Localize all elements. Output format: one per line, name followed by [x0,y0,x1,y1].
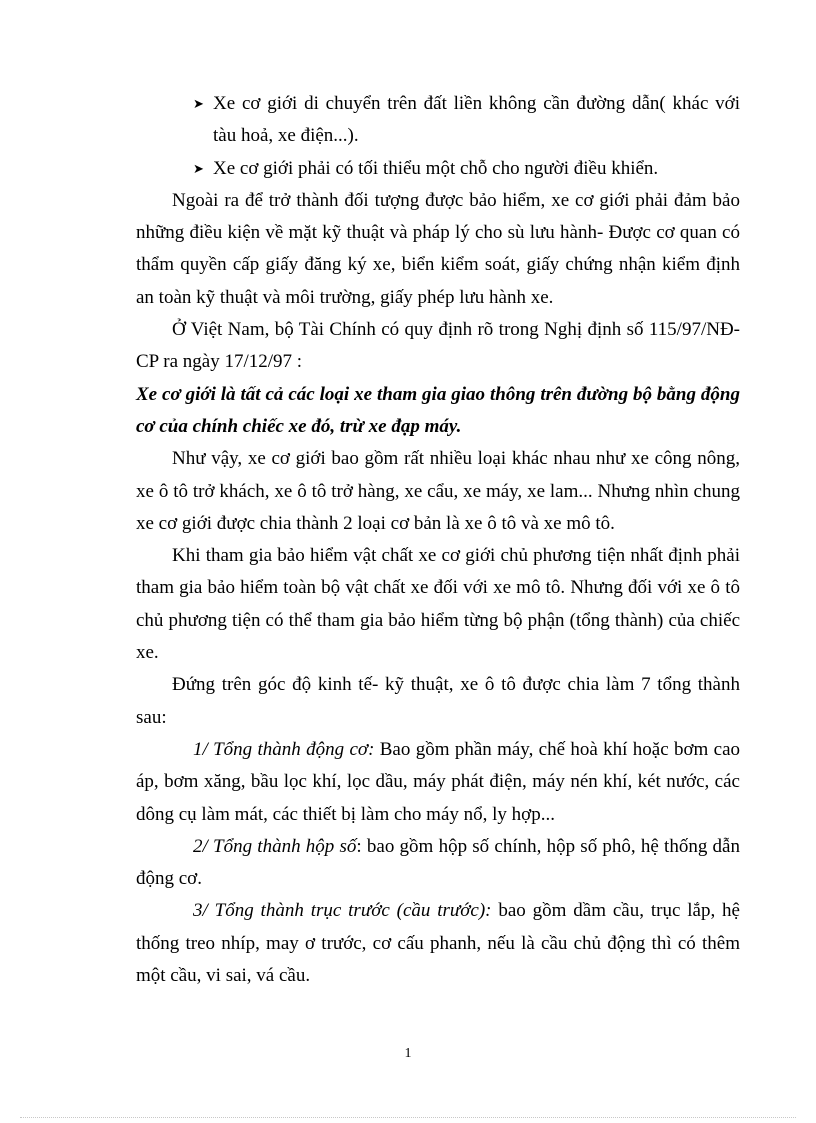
paragraph-decree: Ở Việt Nam, bộ Tài Chính có quy định rõ trong Nghị định số 115/97/NĐ- CP ra ngày 17/12/97 : [136,319,740,373]
bullet-item [136,153,740,185]
definition-text: Xe cơ giới là tất cả các loại xe tham gia giao thông trên đường bộ bằng động cơ của chính chiếc xe đó, trừ xe đạp máy. [136,383,740,437]
component-item-text: : bao gồm hộp số chính, hộp số phô, hệ thống dẫn động cơ. [136,835,740,890]
document-body [136,88,740,992]
paragraph-components-intro: Đứng trên góc độ kinh tế- kỹ thuật, xe ô tô được chia làm 7 tổng thành sau: [136,674,740,728]
bullet-item [136,88,740,153]
bullet-text: Xe cơ giới di chuyển trên đất liền không cần đường dẫn( khác với tàu hoả, xe điện...). [213,93,740,147]
component-item-title: 1/ Tổng thành động cơ: [193,738,375,760]
component-item [136,831,740,896]
component-item-text: Bao gồm phần máy, chế hoà khí hoặc bơm cao áp, bơm xăng, bầu lọc khí, lọc dầu, máy phát điện, máy nén khí, két nước, các dông cụ làm mát, các thiết bị làm cho máy nổ, ly hợp... [136,738,741,825]
paragraph-types: Như vậy, xe cơ giới bao gồm rất nhiều loại khác nhau như xe công nông, xe ô tô trở khách, xe ô tô trở hàng, xe cẩu, xe máy, xe lam... Nhưng nhìn chung xe cơ giới được chia thành 2 loại cơ bản là xe ô tô và xe mô tô. [136,448,740,534]
bullet-text: Xe cơ giới phải có tối thiểu một chỗ cho người điều khiển. [213,157,659,179]
arrowhead-bullet-icon: ➤ [193,160,204,176]
component-item-title: 2/ Tổng thành hộp số [193,835,357,857]
component-item [136,895,740,992]
page-number: 1 [404,1046,412,1061]
component-item-text: bao gồm dầm cầu, trục lắp, hệ thống treo nhíp, may ơ trước, cơ cấu phanh, nếu là cầu chủ động thì có thêm một cầu, vi sai, vá cầu. [136,900,740,987]
component-item [136,734,740,831]
arrowhead-bullet-icon: ➤ [193,96,204,111]
paragraph-conditions: Ngoài ra để trở thành đối tượng được bảo hiểm, xe cơ giới phải đảm bảo những điều kiện về mặt kỹ thuật và pháp lý cho sù lưu hành- Được cơ quan có thẩm quyền cấp giấy đăng ký xe, biển kiểm soát, giấy chứng nhận kiểm định an toàn kỹ thuật và môi trường, giấy phép lưu hành xe. [136,189,740,308]
page-bottom-divider [20,1117,796,1118]
paragraph-insurance: Khi tham gia bảo hiểm vật chất xe cơ giới chủ phương tiện nhất định phải tham gia bảo hiểm toàn bộ vật chất xe đối với xe mô tô. Nhưng đối với xe ô tô chủ phương tiện có thể tham gia bảo hiểm từng bộ phận (tổng thành) của chiếc xe. [136,545,740,664]
component-item-title: 3/ Tổng thành trục trước (cầu trước): [193,900,492,922]
